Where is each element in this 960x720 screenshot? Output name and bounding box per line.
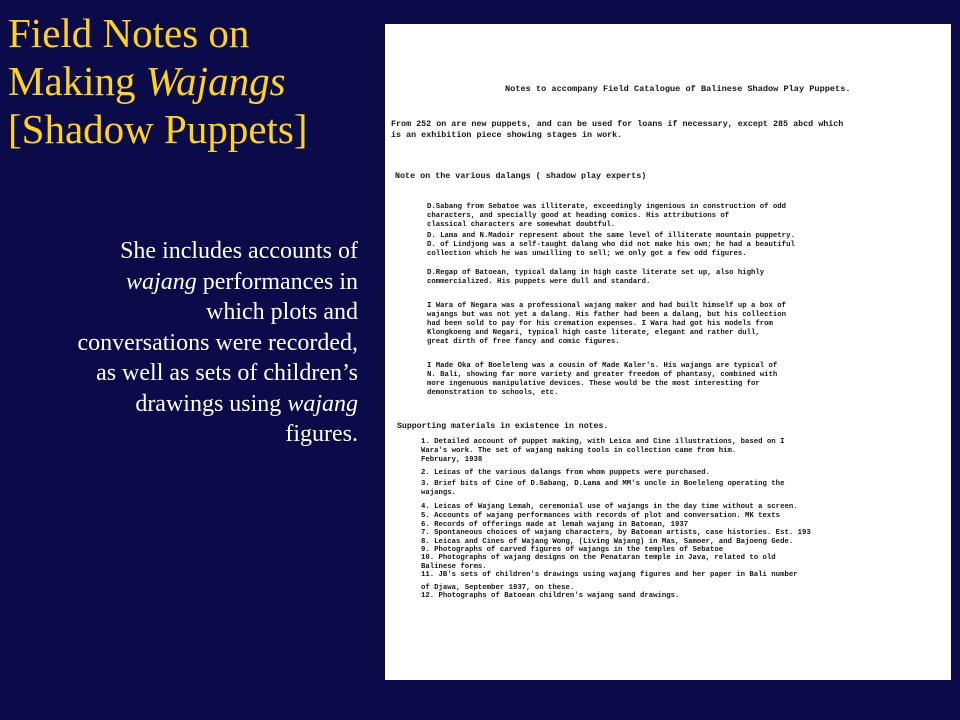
supporting-item-line: wajangs. bbox=[421, 489, 457, 497]
body-text-3: figures. bbox=[285, 421, 358, 447]
dalang-notes bbox=[427, 203, 795, 397]
supporting-item-line: 2. Leicas of the various dalangs from whom puppets were purchased. bbox=[421, 469, 711, 477]
dalang-note-line: classical characters are somewhat doubtful. bbox=[427, 221, 616, 229]
supporting-item-line: 4. Leicas of Wajang Lemah, ceremonial use of wajangs in the day time without a screen. bbox=[421, 503, 798, 511]
supporting-heading: Supporting materials in existence in notes. bbox=[397, 422, 609, 431]
document-page bbox=[385, 24, 951, 680]
body-paragraph bbox=[70, 236, 358, 450]
supporting-item-line: 5. Accounts of wajang performances with records of plot and conversation. MK texts bbox=[421, 512, 781, 520]
title-line-3: [Shadow Puppets] bbox=[8, 105, 308, 152]
body-italic-1: wajang bbox=[126, 268, 197, 295]
dalang-note-line: wajangs but was not yet a dalang. His father had been a dalang, but his collection bbox=[427, 311, 787, 319]
slide-title bbox=[8, 10, 368, 154]
dalang-note-line: D.Regap of Batoean, typical dalang in high caste literate set up, also highly bbox=[427, 269, 765, 277]
supporting-item-line: 7. Spontaneous choices of wajang characters, by Batoean artists, case histories. Est. 193 bbox=[421, 529, 811, 537]
dalang-note-line: commercialized. His puppets were dull and standard. bbox=[427, 278, 651, 286]
title-line-2-italic: Wajangs bbox=[145, 57, 286, 104]
dalang-note-line: great dirth of free fancy and comic figures. bbox=[427, 338, 620, 346]
supporting-item-line: 6. Records of offerings made at lemah wajang in Batoean, 1937 bbox=[421, 521, 689, 529]
dalang-note-line: N. Bali, showing far more variety and greater freedom of phantasy, combined with bbox=[427, 371, 778, 379]
body-text-2: performances in which plots and conversations were recorded, as well as sets of children’s drawings using bbox=[77, 268, 358, 417]
supporting-item-line: Balinese forms. bbox=[421, 563, 487, 571]
dalang-note-line: I Made Oka of Boeleleng was a cousin of Made Kaler's. His wajangs are typical of bbox=[427, 362, 778, 370]
title-line-2-plain: Making bbox=[8, 57, 146, 104]
supporting-item-line: 10. Photographs of wajang designs on the Penataran temple in Java, related to old bbox=[421, 554, 776, 562]
dalang-note-line: Klongkoeng and Negari, typical high caste literate, elegant and rather dull, bbox=[427, 329, 760, 337]
dalang-note-line: D. of Lindjong was a self-taught dalang who did not make his own; he had a beautiful bbox=[427, 241, 795, 249]
dalang-note-line: characters, and specially good at heading comics. His attributions of bbox=[427, 212, 730, 220]
dalang-note-line: more ingenuous manipulative devices. These would be the most interesting for bbox=[427, 380, 760, 388]
supporting-item-line: Wara's work. The set of wajang making tools in collection came from him. bbox=[421, 447, 737, 455]
dalang-note-line: had been sold to pay for his cremation expenses. I Wara had got his models from bbox=[427, 320, 773, 328]
body-text-1: She includes accounts of bbox=[120, 238, 358, 264]
dalangs-heading: Note on the various dalangs ( shadow play experts) bbox=[395, 171, 647, 181]
document-intro-line: is an exhibition piece showing stages in work. bbox=[391, 130, 623, 140]
supporting-item-line: February, 1938 bbox=[421, 456, 483, 464]
supporting-items bbox=[421, 438, 811, 600]
document-intro-line: From 252 on are new puppets, and can be used for loans if necessary, except 285 abcd which bbox=[391, 119, 844, 129]
supporting-item-line: 9. Photographs of carved figures of wajangs in the temples of Sebatoe bbox=[421, 546, 724, 554]
typewritten-document-image bbox=[385, 24, 951, 680]
dalang-note-line: demonstration to schools, etc. bbox=[427, 389, 559, 397]
body-italic-2: wajang bbox=[287, 390, 358, 417]
dalang-note-line: collection which he was unwilling to sell; we only got a few odd figures. bbox=[427, 250, 747, 258]
supporting-item-line: 12. Photographs of Batoean children's wajang sand drawings. bbox=[421, 592, 680, 600]
dalang-note-line: D.Sabang from Sebatoe was illiterate, exceedingly ingenious in construction of odd bbox=[427, 203, 787, 211]
supporting-item-line: 11. JB's sets of children's drawings using wajang figures and her paper in Bali number bbox=[421, 571, 798, 579]
supporting-item-line: 1. Detailed account of puppet making, with Leica and Cine illustrations, based on I bbox=[421, 438, 785, 446]
dalang-note-line: I Wara of Negara was a professional wajang maker and had built himself up a box of bbox=[427, 302, 787, 310]
document-heading: Notes to accompany Field Catalogue of Balinese Shadow Play Puppets. bbox=[505, 84, 851, 94]
dalang-note-line: D. Lama and N.Madoir represent about the same level of illiterate mountain puppetry. bbox=[427, 232, 795, 240]
title-line-1: Field Notes on bbox=[8, 10, 250, 56]
supporting-item-line: 8. Leicas and Cines of Wajang Wong, (Living Wajang) in Mas, Samoer, and Bajoeng Gede. bbox=[421, 538, 794, 546]
supporting-item-line: of Djawa, September 1937, on these. bbox=[421, 584, 575, 592]
supporting-item-line: 3. Brief bits of Cine of D.Sabang, D.Lama and MM's uncle in Boeleleng operating the bbox=[421, 480, 785, 488]
